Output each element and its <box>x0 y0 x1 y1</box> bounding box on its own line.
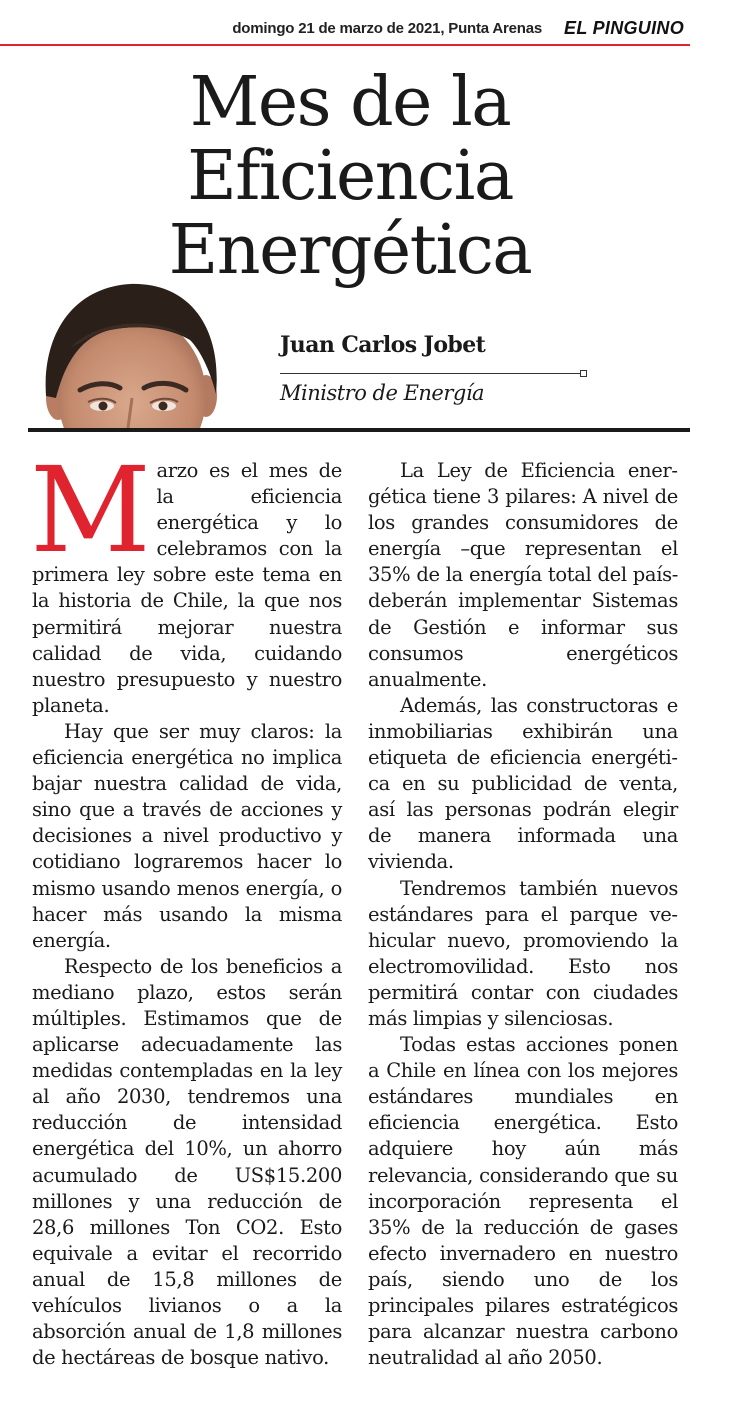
newspaper-logo: EL PINGUINO <box>564 18 684 38</box>
author-rule <box>280 373 580 374</box>
masthead-rule <box>0 44 690 46</box>
article-paragraph: Respecto de los beneficios a mediano plazo, estos serán múltiples. Estimamos que de aplicarse adecuadamente las medidas contempladas en la ley al año 2030, tendremos una reducción de intensidad energética del 10%, un ahorro acumulado de US$15.200 millones y una reducción de 28,6 millones Ton CO2. Esto equivale a evitar el recorrido anual de 15,8 millones de vehículos livianos o a la absorción anual de 1,8 millones de hectáreas de bosque nativo. <box>32 954 342 1370</box>
article-paragraph: Además, las constructoras e inmobiliarias exhibirán una etiqueta de eficiencia energética en su publicidad de venta, así las personas podrán elegir de manera informada una vivienda. <box>368 693 678 874</box>
author-role: Ministro de Energía <box>280 381 485 405</box>
header-divider <box>28 428 690 432</box>
author-photo <box>40 278 222 430</box>
paragraph-text: arzo es el mes de la eficiencia energética y lo celebramos con la primera ley sobre este tema en la historia de Chile, la que nos permitirá mejorar nuestra calidad de vida, cuidando nuestro presupuesto y nuestro planeta. <box>32 459 342 717</box>
headline-line: Energética <box>168 211 532 290</box>
article-paragraph: Todas estas acciones ponen a Chile en línea con los mejores estándares mundiales en eficiencia energética. Esto adquiere hoy aún más relevancia, considerando que su incorporación representa el 35% de la reducción de gases efecto invernadero en nuestro país, siendo uno de los principales pilares estratégicos para alcanzar nuestra carbono neutralidad al año 2050. <box>368 1033 678 1370</box>
author-name: Juan Carlos Jobet <box>280 332 486 358</box>
headline-line: Eficiencia <box>187 137 513 216</box>
article-paragraph <box>30 441 342 719</box>
author-photo-illustration <box>40 278 222 430</box>
drop-cap: M <box>30 441 151 579</box>
author-rule-end <box>580 370 587 377</box>
headline-line: Mes de la <box>189 63 511 142</box>
article-column-right <box>368 458 678 1371</box>
issue-date: domingo 21 de marzo de 2021, Punta Arenas <box>232 20 542 37</box>
article-paragraph: Tendremos también nuevos estándares para el parque vehicular nuevo, promoviendo la electromovilidad. Esto nos permitirá contar con ciudades más limpias y silenciosas. <box>368 876 678 1030</box>
article-column-left <box>30 441 342 1371</box>
headline <box>0 63 700 290</box>
article-paragraph: Hay que ser muy claros: la eficiencia energética no implica bajar nuestra calidad de vida, sino que a través de acciones y decisiones a nivel productivo y cotidiano lograremos hacer lo mismo usando menos energía, o hacer más usando la misma energía. <box>32 719 342 952</box>
masthead <box>0 18 690 44</box>
article-paragraph: La Ley de Eficiencia energética tiene 3 pilares: A nivel de los grandes consumidores de energía –que representan el 35% de la energía total del país- deberán implementar Sistemas de Gestión e informar sus consumos energéticos anualmente. <box>368 459 678 691</box>
